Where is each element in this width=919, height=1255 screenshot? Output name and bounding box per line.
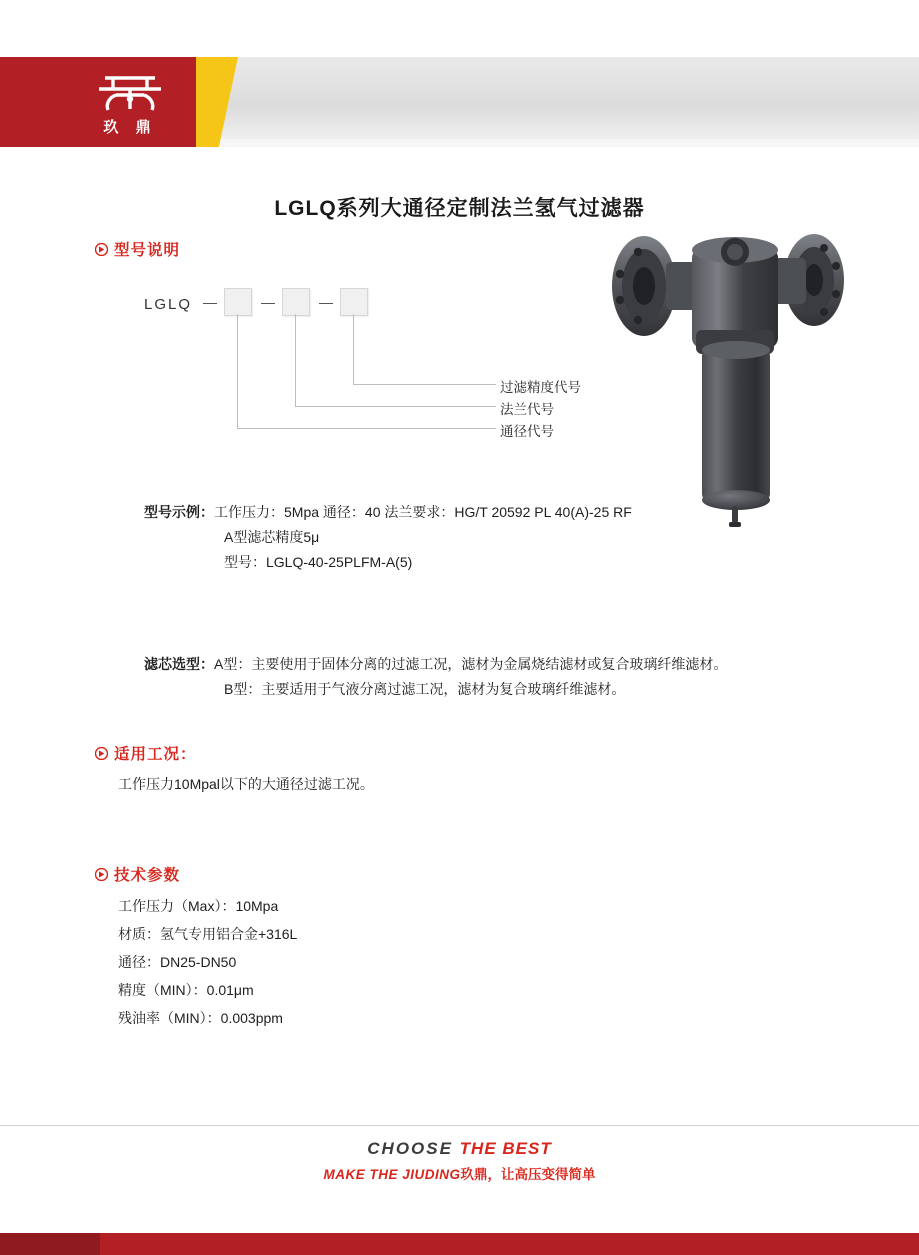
brand-logo <box>75 69 185 139</box>
tech-param-item: 残油率（MIN）：0.003ppm <box>118 1010 283 1026</box>
footer-red-bar <box>0 1233 919 1255</box>
filter-head <box>692 237 778 354</box>
element-selection-label: 滤芯选型： <box>144 656 214 672</box>
leader-label-bore: 通径代号 <box>500 424 554 439</box>
tech-param-item: 材质：氢气专用铝合金+316L <box>118 926 298 942</box>
model-prefix-label: LGLQ <box>144 296 193 313</box>
footer-slogan-mixed <box>0 1163 919 1183</box>
page-header <box>0 57 919 147</box>
arrow-bullet-icon <box>95 243 108 256</box>
section-heading-application <box>95 742 197 764</box>
footer-slogan-part4: 玖鼎，让高压变得简单 <box>460 1167 596 1182</box>
leader-line-bore-h <box>237 428 496 429</box>
model-dash-2 <box>261 303 275 304</box>
footer-red-bar-accent <box>0 1233 100 1255</box>
leader-line-precision-h <box>353 384 496 385</box>
model-code-box-3 <box>340 288 368 316</box>
model-example-line1: 工作压力：5Mpa 通径：40 法兰要求：HG/T 20592 PL 40(A)-25 RF <box>214 504 632 520</box>
model-example-line3: 型号：LGLQ-40-25PLFM-A(5) <box>224 554 413 570</box>
product-photo <box>596 218 886 538</box>
section-heading-label: 技术参数 <box>114 867 181 884</box>
tech-param-item: 通径：DN25-DN50 <box>118 954 237 970</box>
model-dash-3 <box>319 303 333 304</box>
leader-line-bore-v <box>237 314 238 428</box>
tech-params-list <box>118 892 718 1032</box>
leader-line-flange-v <box>295 314 296 406</box>
jiuding-logo-icon <box>75 69 185 115</box>
footer-divider <box>0 1125 919 1126</box>
arrow-bullet-icon <box>95 747 108 760</box>
section-heading-model-description <box>95 238 180 260</box>
model-example-label: 型号示例： <box>144 504 214 520</box>
arrow-bullet-icon <box>95 868 108 881</box>
element-selection-block <box>144 652 864 702</box>
element-selection-line1: A型：主要使用于固体分离的过滤工况，滤材为金属烧结滤材或复合玻璃纤维滤材。 <box>214 656 728 672</box>
leader-label-precision: 过滤精度代号 <box>500 380 581 395</box>
leader-label-flange: 法兰代号 <box>500 402 554 417</box>
model-code-diagram <box>118 278 638 458</box>
hydrogen-filter-illustration <box>596 218 886 538</box>
model-code-box-1 <box>224 288 252 316</box>
footer-slogan-part2: THE BEST <box>459 1139 552 1158</box>
section-heading-tech-params <box>95 863 180 885</box>
section-heading-label: 适用工况： <box>114 746 197 763</box>
tech-param-item: 精度（MIN）：0.01μm <box>118 982 254 998</box>
model-code-box-2 <box>282 288 310 316</box>
element-selection-line2: B型：主要适用于气液分离过滤工况，滤材为复合玻璃纤维滤材。 <box>224 681 626 697</box>
leader-line-precision-v <box>353 314 354 384</box>
model-dash-1 <box>203 303 217 304</box>
tech-param-item: 工作压力（Max）：10Mpa <box>118 898 279 914</box>
page-footer <box>0 1125 919 1255</box>
model-example-line2: A型滤芯精度5μ <box>224 529 320 545</box>
application-text: 工作压力10Mpal以下的大通径过滤工况。 <box>118 776 374 792</box>
footer-slogan-part3: MAKE THE JIUDING <box>323 1167 461 1182</box>
section-heading-label: 型号说明 <box>114 242 181 259</box>
footer-slogan-part1: CHOOSE <box>367 1139 460 1158</box>
header-grey-band <box>196 57 919 147</box>
left-flange <box>612 236 700 336</box>
brand-name: 玖 鼎 <box>103 118 157 136</box>
leader-line-flange-h <box>295 406 496 407</box>
footer-slogan-en <box>0 1139 919 1159</box>
page-title: LGLQ系列大通径定制法兰氢气过滤器 <box>274 197 645 220</box>
model-example-block <box>144 500 784 575</box>
